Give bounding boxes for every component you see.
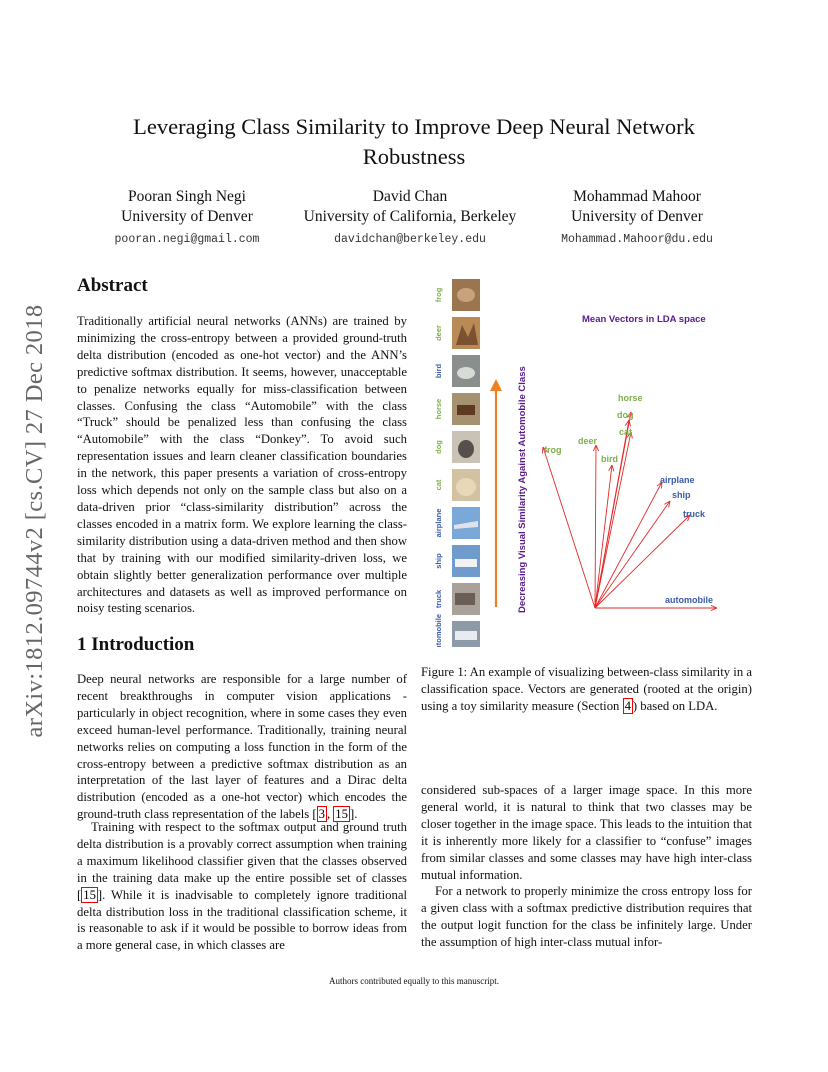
intro-paragraph-1: Deep neural networks are responsible for a large number of recent breakthroughs in computer vision applications - particularly in object recognition, where in some cases they even exceed human-level performance. Traditionally, training neural networks relies on computing a loss function in the form of the cross-entropy between a predictive softmax distribution as an interpretation of the last layer of features and a Dirac delta distribution (encoded as a one-hot vector) which encodes the ground-truth class representation of the labels [ 3 , 15 ]. bbox=[77, 672, 407, 822]
author-affiliation: University of Denver bbox=[571, 208, 703, 225]
author-affiliation: University of California, Berkeley bbox=[303, 208, 517, 225]
thumbnail-label-ship: ship bbox=[434, 553, 443, 569]
thumbnail-label-bird: bird bbox=[434, 363, 443, 379]
figure-caption bbox=[421, 664, 752, 715]
section-ref-link[interactable]: 4 bbox=[624, 698, 631, 713]
author-name: David Chan bbox=[372, 188, 448, 205]
author-email[interactable]: davidchan@berkeley.edu bbox=[334, 233, 486, 246]
title-line-1: Leveraging Class Similarity to Improve Deep Neural Network bbox=[133, 114, 695, 139]
arxiv-id: arXiv:1812.09744v2 [cs.CV] 27 Dec 2018 bbox=[21, 304, 48, 738]
vector-frog bbox=[543, 447, 595, 608]
thumbnail-label-dog: dog bbox=[434, 440, 443, 454]
intro-heading: 1 Introduction bbox=[77, 634, 195, 655]
image-labels bbox=[434, 287, 443, 647]
citation-group: [ 3 , 15 ] bbox=[312, 807, 355, 822]
right-paragraph-1: considered sub-spaces of a larger image space. In this more general world, it is natural to think that two classes may be closer together in the image space. This leads to the intuition that it is inherently more likely for a classifier to “confuse” images from similar classes and some classes may have high inter-class mutual information. bbox=[421, 783, 752, 882]
thumbnail-label-airplane: airplane bbox=[434, 508, 443, 538]
thumbnail-label-cat: cat bbox=[434, 479, 443, 491]
author-name: Mohammad Mahoor bbox=[573, 188, 701, 205]
vector-label-frog: frog bbox=[544, 445, 562, 455]
vector-group bbox=[542, 393, 717, 611]
abstract-heading: Abstract bbox=[77, 275, 148, 296]
thumbnail-label-deer: deer bbox=[434, 325, 443, 341]
figure-1 bbox=[422, 277, 752, 647]
author-block-1 bbox=[62, 187, 312, 250]
right-paragraph-2: For a network to properly minimize the cross entropy loss for a given class with a softmax predictive distribution requires that the output logit function for the class be infinitely large. Under the assumption of high inter-class mutual infor- bbox=[421, 884, 752, 949]
axis-label: Decreasing Visual Similarity Against Automobile Class bbox=[517, 366, 528, 613]
vector-label-truck: truck bbox=[683, 509, 706, 519]
vector-label-airplane: airplane bbox=[660, 475, 695, 485]
arxiv-stamp bbox=[20, 286, 50, 756]
title-line-2: Robustness bbox=[362, 144, 466, 169]
intro-p2-text-cont: . While it is inadvisable to completely ignore traditional delta distribution loss in the traditional classification scheme, it is reasonable to ask if it would be possible to borrow ideas from a more general case, in which classes are bbox=[77, 887, 407, 953]
author-email[interactable]: pooran.negi@gmail.com bbox=[114, 233, 260, 246]
citation-link[interactable]: 15 bbox=[335, 807, 348, 822]
vector-label-dog: dog bbox=[617, 410, 634, 420]
paper-title bbox=[80, 112, 748, 172]
intro-paragraph-2 bbox=[77, 819, 407, 954]
thumbnail-column bbox=[452, 279, 480, 647]
intro-p2-text: Training with respect to the softmax output and ground truth delta distribution is a provably correct assumption when training a maximum likelihood classifier given that the classes observed in the training data make up the entire possible set of classes bbox=[77, 820, 407, 885]
author-affiliation: University of Denver bbox=[121, 208, 253, 225]
vector-label-deer: deer bbox=[578, 436, 598, 446]
vector-airplane bbox=[595, 482, 662, 608]
vector-label-ship: ship bbox=[672, 490, 691, 500]
figure-svg bbox=[422, 277, 752, 647]
author-block-3 bbox=[512, 187, 762, 250]
citation-link[interactable]: 3 bbox=[318, 807, 325, 822]
vector-label-bird: bird bbox=[601, 454, 618, 464]
thumbnail-label-frog: frog bbox=[434, 287, 443, 303]
thumbnail-label-automobile: automobile bbox=[434, 613, 443, 647]
plot-title: Mean Vectors in LDA space bbox=[582, 314, 706, 325]
intro-p1-text: Deep neural networks are responsible for a large number of recent breakthroughs in computer vision applications - particularly in object recognition, where in some cases they even exceed human-level performance. Traditionally, training neural networks relies on computing a loss function in the form of the cross-entropy between a predictive softmax distribution as an interpretation of the last layer of features and a Dirac delta distribution (encoded as a one-hot vector) which encodes the ground-truth class representation of the labels bbox=[77, 672, 407, 822]
vector-deer bbox=[595, 445, 596, 608]
citation-link[interactable]: 15 bbox=[83, 887, 96, 902]
citation-group: [ 15 ] bbox=[77, 887, 103, 902]
caption-text: Figure 1: An example of visualizing between-class similarity in a classification space. Vectors are generated (rooted at the origin) using a toy similarity measure (Section bbox=[421, 665, 752, 713]
thumbnail-label-truck: truck bbox=[434, 589, 443, 609]
vector-label-horse: horse bbox=[618, 393, 643, 403]
footnote: Authors contributed equally to this manuscript. bbox=[329, 976, 499, 986]
thumbnail-label-horse: horse bbox=[434, 398, 443, 420]
vector-label-automobile: automobile bbox=[665, 595, 714, 605]
vector-label-cat: cat bbox=[619, 427, 633, 437]
caption-text-end: ) based on LDA. bbox=[632, 698, 718, 713]
author-block-2 bbox=[285, 187, 535, 250]
author-name: Pooran Singh Negi bbox=[128, 188, 246, 205]
author-email[interactable]: Mohammad.Mahoor@du.edu bbox=[561, 233, 713, 246]
abstract-text: Traditionally artificial neural networks (ANNs) are trained by minimizing the cross-entropy between a provided ground-truth delta distribution (encoded as one-hot vector) and the ANN’s predictive softmax distribution. It seems, however, unacceptable to penalize networks equally for miss-classification between classes. Confusing the class “Automobile” with the class “Truck” should be penalized less than confusing the class “Automobile” with the class “Donkey”. To avoid such representation issues and learn cleaner classification boundaries in the network, this paper presents a variation of cross-entropy loss which depends not only on the sample class but also on a data-driven prior “class-similarity distribution” across the classes encoded in a matrix form. We explore learning the class-similarity distribution using a data-driven method and then show that by training with our modified similarity-driven loss, we obtain slightly better generalization performance over multiple architectures and datasets as well as improved performance on noisy testing scenarios. bbox=[77, 314, 407, 616]
similarity-arrow bbox=[490, 379, 502, 607]
